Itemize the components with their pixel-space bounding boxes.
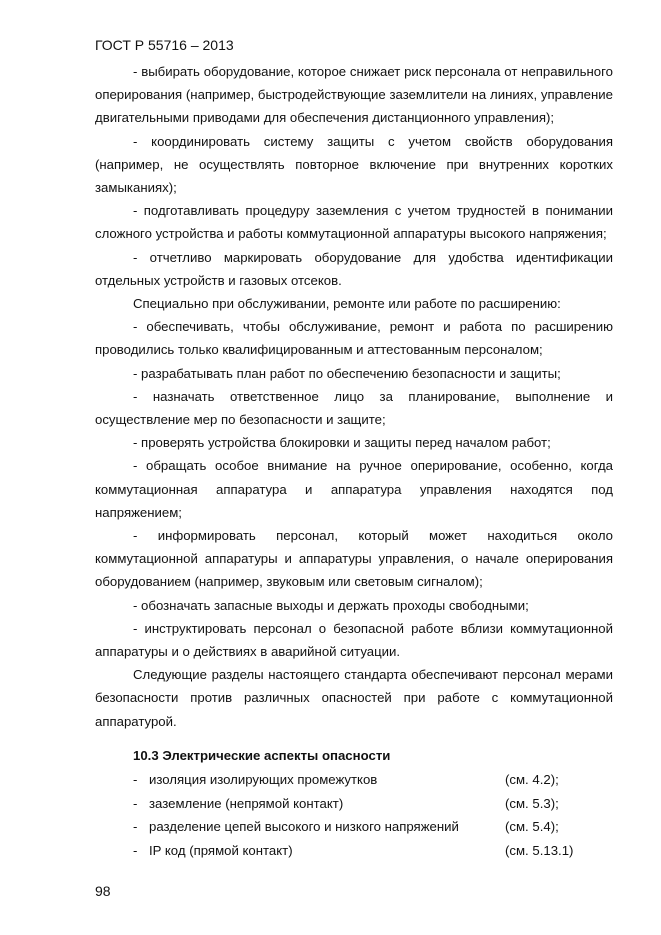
reference-item: заземление (непрямой контакт) [149, 795, 344, 811]
paragraph: - подготавливать процедуру заземления с учетом трудностей в понимании сложного устройства и работы коммутационной аппаратуры высокого напряжения; [95, 203, 613, 242]
reference-clause: (см. 5.4); [505, 819, 559, 834]
list-dash: - [133, 819, 138, 834]
paragraph: - выбирать оборудование, которое снижает риск персонала от неправильного оперирования (например, быстродействующие заземлители на линиях, управление двигательными приводами для обеспечения дистанционного управления); [95, 64, 613, 126]
reference-row [133, 819, 593, 843]
reference-clause: (см. 5.13.1) [505, 842, 574, 858]
paragraph: - обращать особое внимание на ручное оперирование, особенно, когда коммутационная аппаратура и аппаратура управления находятся под напряжением; [95, 458, 613, 520]
paragraph: - обозначать запасные выходы и держать проходы свободными; [133, 597, 529, 613]
reference-list [133, 772, 593, 866]
list-dash: - [133, 795, 138, 811]
list-dash: - [133, 772, 138, 787]
reference-row [133, 772, 593, 796]
paragraph: - обеспечивать, чтобы обслуживание, ремонт и работа по расширению проводились только квалифицированным и аттестованным персоналом; [95, 319, 613, 358]
document-header: ГОСТ Р 55716 – 2013 [95, 37, 234, 53]
reference-item: IP код (прямой контакт) [149, 842, 293, 858]
paragraph: - разрабатывать план работ по обеспечению безопасности и защиты; [133, 365, 561, 381]
list-dash: - [133, 842, 138, 858]
paragraph: - отчетливо маркировать оборудование для удобства идентификации отдельных устройств и газовых отсеков. [95, 249, 613, 288]
reference-row [133, 796, 593, 820]
reference-clause: (см. 5.3); [505, 795, 559, 811]
paragraph: - инструктировать персонал о безопасной работе вблизи коммутационной аппаратуры и о действиях в аварийной ситуации. [95, 620, 613, 660]
section-heading: 10.3 Электрические аспекты опасности [133, 748, 391, 763]
paragraph: - информировать персонал, который может находиться около коммутационной аппаратуры и аппаратуры управления, о начале оперирования оборудованием (например, звуковым или световым сигналом); [95, 528, 613, 590]
reference-item: разделение цепей высокого и низкого напряжений [149, 819, 459, 834]
paragraph: - проверять устройства блокировки и защиты перед началом работ; [133, 435, 551, 451]
body-text [95, 60, 613, 733]
page-number: 98 [95, 883, 111, 899]
paragraph: - назначать ответственное лицо за планирование, выполнение и осуществление мер по безопасности и защите; [95, 388, 613, 428]
paragraph: Специально при обслуживании, ремонте или работе по расширению: [133, 296, 561, 312]
reference-row [133, 843, 593, 867]
reference-item: изоляция изолирующих промежутков [149, 772, 378, 787]
paragraph: - координировать систему защиты с учетом свойств оборудования (например, не осуществлять повторное включение при внутренних коротких замыканиях); [95, 133, 613, 196]
paragraph: Следующие разделы настоящего стандарта обеспечивают персонал мерами безопасности против различных опасностей при работе с коммутационной аппаратурой. [95, 667, 613, 729]
reference-clause: (см. 4.2); [505, 772, 559, 787]
